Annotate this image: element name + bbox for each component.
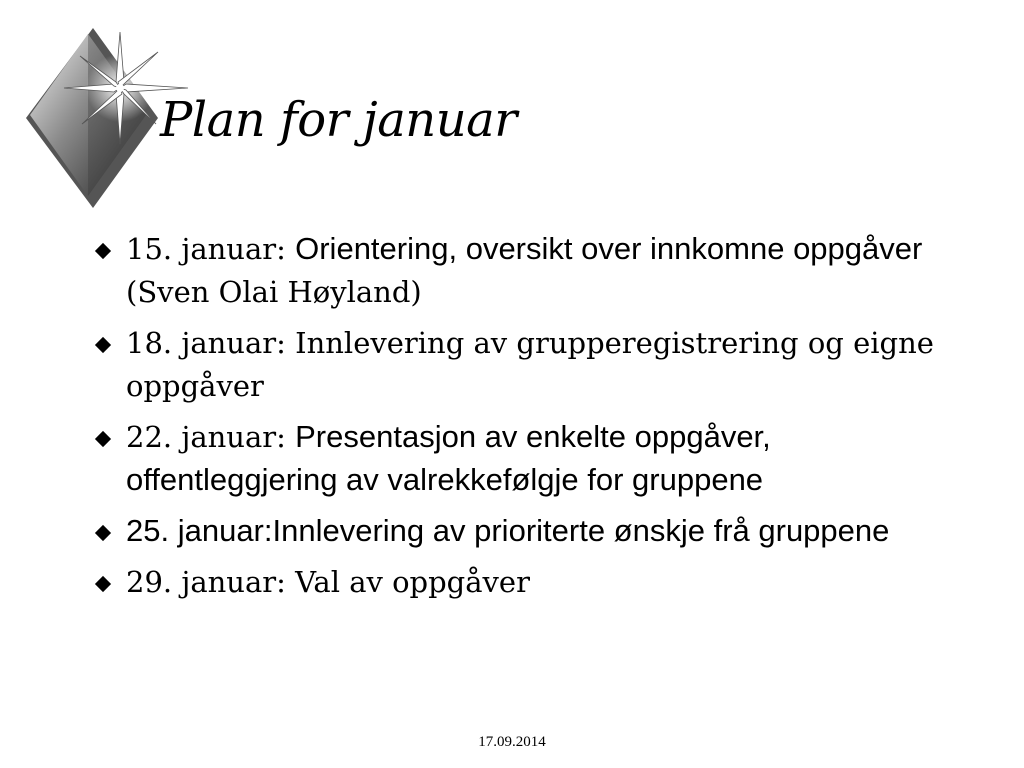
item-text: Orientering, oversikt over innkomne oppgåver — [295, 231, 923, 266]
item-date: 15. januar: — [126, 232, 296, 266]
list-item — [90, 416, 970, 502]
list-item — [90, 561, 970, 604]
footer-date: 17.09.2014 — [478, 734, 546, 750]
diamond-bullet-icon — [94, 575, 112, 593]
item-note: (Sven Olai Høyland) — [126, 275, 422, 309]
item-text: Val av oppgåver — [295, 565, 530, 599]
list-item — [90, 228, 970, 314]
item-text: Innlevering av prioriterte ønskje frå gruppene — [272, 513, 890, 548]
agenda-list — [90, 228, 970, 612]
item-text: Presentasjon av enkelte oppgåver, offentleggjering av valrekkefølgje for gruppene — [126, 419, 771, 497]
item-date: 22. januar: — [126, 420, 296, 454]
item-date: 18. januar: — [126, 326, 296, 360]
item-date: 29. januar: — [126, 565, 296, 599]
item-text: Innlevering av grupperegistrering og eigne oppgåver — [126, 326, 934, 403]
diamond-bullet-icon — [94, 242, 112, 260]
diamond-bullet-icon — [94, 430, 112, 448]
item-date: 25. januar: — [126, 513, 273, 548]
list-item — [90, 322, 970, 408]
diamond-bullet-icon — [94, 336, 112, 354]
page-title: Plan for januar — [160, 92, 517, 148]
list-item — [90, 510, 970, 553]
diamond-bullet-icon — [94, 524, 112, 542]
